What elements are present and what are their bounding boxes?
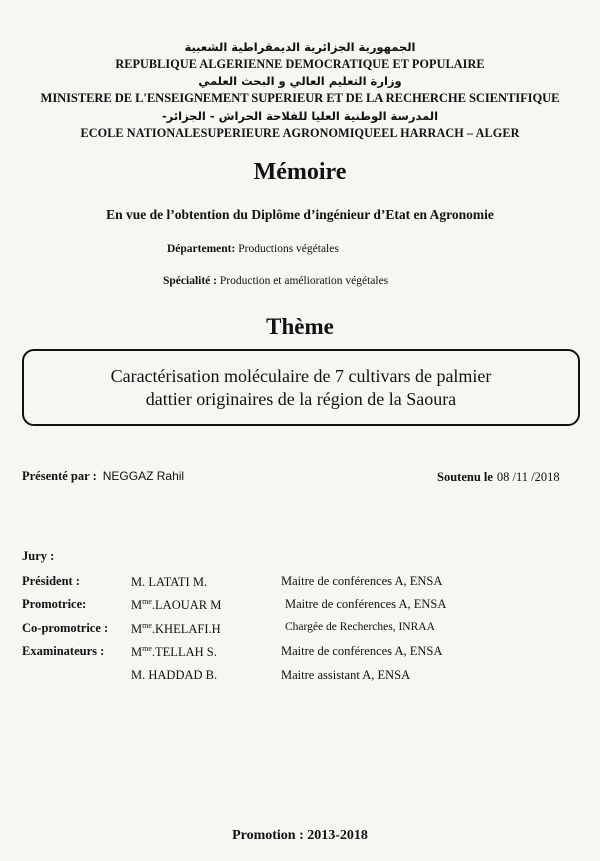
soutenu-label: Soutenu le: [437, 470, 493, 484]
jury-name: $M^{me}.TELLAH$ S.: [131, 644, 217, 660]
soutenu-line: [437, 468, 560, 486]
promotion: Promotion : 2013-2018: [232, 828, 368, 843]
jury-title: Maitre assistant A, ENSA: [281, 668, 411, 682]
departement-line: [167, 243, 339, 255]
jury-title: Maitre de conférences A, ENSA: [281, 644, 443, 658]
jury-name: $M^{me}.KHELAFI.H$: [131, 621, 221, 637]
theme-box: [22, 349, 580, 426]
specialite-value: Production et amélioration végétales: [219, 275, 389, 287]
arabic-school: المدرسة الوطنية العليا للفلاحة الحراش - الجزائر-: [161, 109, 439, 123]
ministry-name: MINISTERE DE L'ENSEIGNEMENT SUPERIEUR ET DE LA RECHERCHE SCIENTIFIQUE: [40, 91, 560, 105]
jury-heading: Jury :: [22, 549, 55, 563]
jury-title: Maitre de conférences A, ENSA: [285, 597, 447, 611]
jury-name: $M^{me}.LAOUAR$ M: [131, 597, 222, 613]
jury-role: Promotrice:: [22, 597, 87, 611]
theme-heading: Thème: [266, 314, 334, 339]
school-name: ECOLE NATIONALESUPERIEURE AGRONOMIQUEEL HARRACH – ALGER: [80, 126, 520, 140]
republic-name: REPUBLIQUE ALGERIENNE DEMOCRATIQUE ET POPULAIRE: [115, 57, 485, 71]
jury-role: Président :: [22, 574, 80, 588]
document-title: Mémoire: [253, 159, 347, 185]
jury-role: Examinateurs :: [22, 644, 105, 658]
jury-name: M. LATATI M.: [131, 575, 208, 590]
jury-role: Co-promotrice :: [22, 621, 109, 635]
document-subtitle: En vue de l’obtention du Diplôme d’ingénieur d’Etat en Agronomie: [106, 207, 494, 222]
soutenu-value: 08 /11 /2018: [496, 470, 560, 484]
theme-line-1: Caractérisation moléculaire de 7 cultivars de palmier: [110, 366, 492, 386]
theme-line-2: dattier originaires de la région de la Saoura: [145, 389, 457, 409]
presented-label: Présenté par :: [22, 469, 97, 483]
arabic-ministry: وزارة التعليم العالي و البحث العلمي: [198, 74, 402, 88]
specialite-label: Spécialité :: [163, 275, 217, 287]
presented-line: [22, 467, 184, 485]
specialite-line: [163, 275, 388, 287]
departement-value: Productions végétales: [238, 243, 339, 255]
presented-value: NEGGAZ Rahil: [102, 469, 185, 483]
jury-title: Chargée de Recherches, INRAA: [285, 621, 435, 633]
departement-label: Département:: [167, 243, 236, 255]
jury-title: Maitre de conférences A, ENSA: [281, 574, 443, 588]
jury-name: M. HADDAD B.: [131, 668, 218, 682]
arabic-republic: الجمهورية الجزائرية الديمقراطية الشعبية: [184, 40, 416, 54]
